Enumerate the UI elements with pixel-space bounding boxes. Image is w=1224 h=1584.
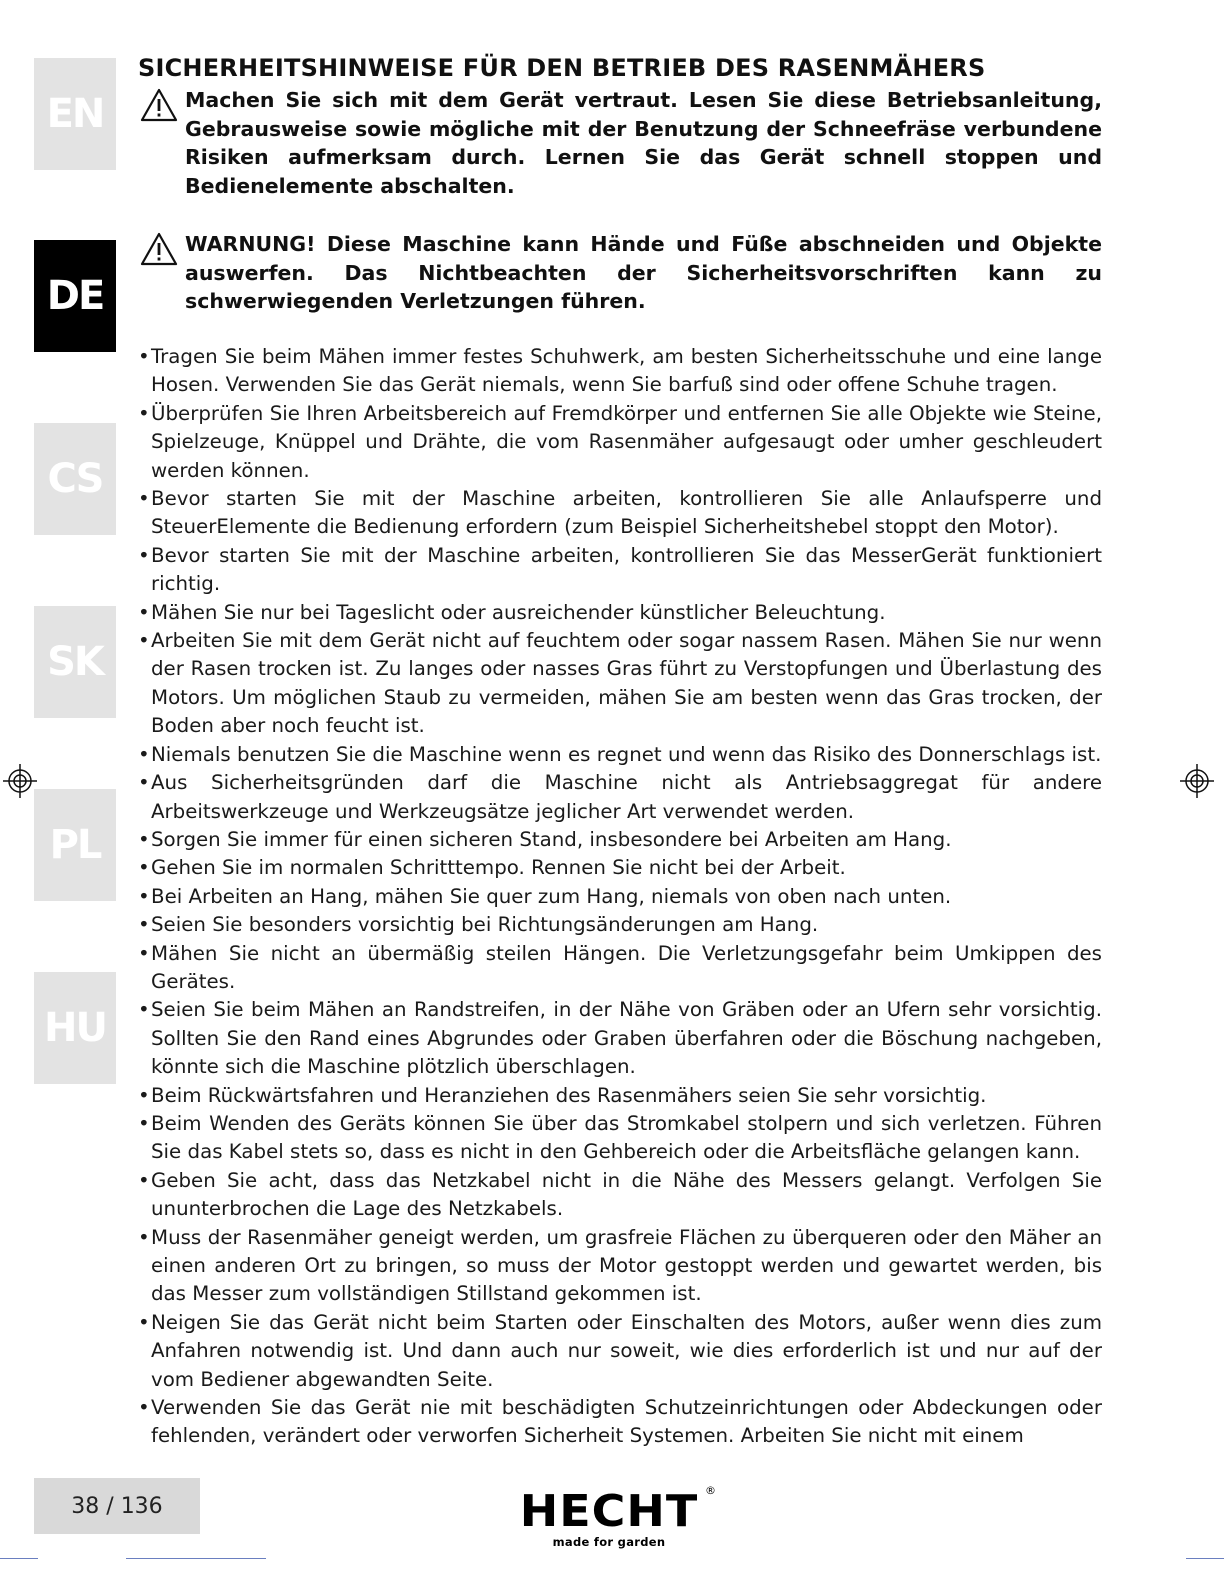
list-item: • Mähen Sie nicht an übermäßig steilen Hängen. Die Verletzungsgefahr beim Umkippen des Gerätes. <box>138 940 1102 997</box>
warning-text: Machen Sie sich mit dem Gerät vertraut. Lesen Sie diese Betriebsanleitung, Gebrausweise sowie mögliche mit der Benutzung der Schneefräse verbundene Risiken aufmerksam durch. Lernen Sie das Gerät schnell stoppen und Bedienelemente abschalten. <box>185 88 1102 198</box>
language-tab-pl[interactable] <box>34 789 116 901</box>
warning-block <box>140 230 1102 316</box>
list-item: • Verwenden Sie das Gerät nie mit beschädigten Schutzeinrichtungen oder Abdeckungen oder fehlenden, verändert oder verworfen Sicherheit Systemen. Arbeiten Sie nicht mit einem <box>138 1394 1102 1451</box>
list-item: • Arbeiten Sie mit dem Gerät nicht auf feuchtem oder sogar nassem Rasen. Mähen Sie nur wenn der Rasen trocken ist. Zu langes oder nasses Gras führt zu Verstopfungen und Überlastung des Motors. Um möglichen Staub zu vermeiden, mähen Sie am besten wenn das Gras trocken, der Boden aber noch feucht ist. <box>138 627 1102 741</box>
language-tab-label: DE <box>46 273 104 319</box>
section-title: SICHERHEITSHINWEISE FÜR DEN BETRIEB DES RASENMÄHERS <box>138 54 986 82</box>
language-tab-sk[interactable] <box>34 606 116 718</box>
list-item: • Geben Sie acht, dass das Netzkabel nicht in die Nähe des Messers gelangt. Verfolgen Sie ununterbrochen die Lage des Netzkabels. <box>138 1167 1102 1224</box>
list-item: • Sorgen Sie immer für einen sicheren Stand, insbesondere bei Arbeiten am Hang. <box>138 826 1102 854</box>
list-item: • Seien Sie besonders vorsichtig bei Richtungsänderungen am Hang. <box>138 911 1102 939</box>
warning-block <box>140 86 1102 200</box>
list-item: • Beim Rückwärtsfahren und Heranziehen des Rasenmähers seien Sie sehr vorsichtig. <box>138 1082 1102 1110</box>
language-tab-cs[interactable] <box>34 423 116 535</box>
list-item: • Seien Sie beim Mähen an Randstreifen, in der Nähe von Gräben oder an Ufern sehr vorsichtig. Sollten Sie den Rand eines Abgrundes oder Graben überfahren oder die Böschung nachgeben, könnte sich die Maschine plötzlich überschlagen. <box>138 996 1102 1081</box>
warning-triangle-icon <box>140 88 178 122</box>
list-item: • Bevor starten Sie mit der Maschine arbeiten, kontrollieren Sie alle Anlaufsperre und SteuerElemente die Bedienung erfordern (zum Beispiel Sicherheitshebel stoppt den Motor). <box>138 485 1102 542</box>
list-item: • Aus Sicherheitsgründen darf die Maschine nicht als Antriebsaggregat für andere Arbeitswerkzeuge und Werkzeugsätze jeglicher Art verwendet werden. <box>138 769 1102 826</box>
list-item: • Neigen Sie das Gerät nicht beim Starten oder Einschalten des Motors, außer wenn dies zum Anfahren notwendig ist. Und dann auch nur soweit, wie dies erforderlich ist und nur auf der vom Bediener abgewandten Seite. <box>138 1309 1102 1394</box>
warning-triangle-icon <box>140 232 178 266</box>
list-item: • Bevor starten Sie mit der Maschine arbeiten, kontrollieren Sie das MesserGerät funktioniert richtig. <box>138 542 1102 599</box>
list-item: • Mähen Sie nur bei Tageslicht oder ausreichender künstlicher Beleuchtung. <box>138 599 1102 627</box>
language-tab-label: SK <box>47 639 103 685</box>
page-number-text: 38 / 136 <box>71 1493 163 1519</box>
language-tab-label: EN <box>46 91 104 137</box>
safety-bullet-list <box>138 343 1102 1451</box>
footer-divider <box>0 1558 38 1559</box>
list-item: • Muss der Rasenmäher geneigt werden, um grasfreie Flächen zu überqueren oder den Mäher an einen anderen Ort zu bringen, so muss der Motor gestoppt werden und gewartet werden, bis das Messer zum vollständigen Stillstand gekommen ist. <box>138 1224 1102 1309</box>
warning-text: WARNUNG! Diese Maschine kann Hände und Füße abschneiden und Objekte auswerfen. Das Nichtbeachten der Sicherheitsvorschriften kann zu schwerwiegenden Verletzungen führen. <box>185 232 1102 313</box>
brand-name: HECHT <box>519 1485 699 1537</box>
language-tab-label: CS <box>47 456 103 502</box>
footer-divider <box>1186 1558 1224 1559</box>
list-item: • Überprüfen Sie Ihren Arbeitsbereich auf Fremdkörper und entfernen Sie alle Objekte wie Steine, Spielzeuge, Knüppel und Drähte, die vom Rasenmäher aufgesaugt oder umher geschleudert werden können. <box>138 400 1102 485</box>
list-item: • Tragen Sie beim Mähen immer festes Schuhwerk, am besten Sicherheitsschuhe und eine lange Hosen. Verwenden Sie das Gerät niemals, wenn Sie barfuß sind oder offene Schuhe tragen. <box>138 343 1102 400</box>
language-tab-hu[interactable] <box>34 972 116 1084</box>
brand-logo <box>498 1486 720 1550</box>
brand-registered-mark: ® <box>705 1484 716 1497</box>
list-item: • Gehen Sie im normalen Schritttempo. Rennen Sie nicht bei der Arbeit. <box>138 854 1102 882</box>
footer-divider <box>126 1558 266 1559</box>
language-tab-de[interactable] <box>34 240 116 352</box>
language-tab-label: PL <box>49 822 101 868</box>
language-tab-en[interactable] <box>34 58 116 170</box>
list-item: • Bei Arbeiten an Hang, mähen Sie quer zum Hang, niemals von oben nach unten. <box>138 883 1102 911</box>
page-number <box>34 1478 200 1534</box>
brand-tagline: made for garden <box>552 1535 666 1549</box>
list-item: • Niemals benutzen Sie die Maschine wenn es regnet und wenn das Risiko des Donnerschlags ist. <box>138 741 1102 769</box>
language-tab-label: HU <box>44 1005 106 1051</box>
list-item: • Beim Wenden des Geräts können Sie über das Stromkabel stolpern und sich verletzen. Führen Sie das Kabel stets so, dass es nicht in den Gehbereich oder die Arbeitsfläche gelangen kann. <box>138 1110 1102 1167</box>
registration-mark-icon <box>3 764 37 798</box>
registration-mark-icon <box>1180 764 1214 798</box>
